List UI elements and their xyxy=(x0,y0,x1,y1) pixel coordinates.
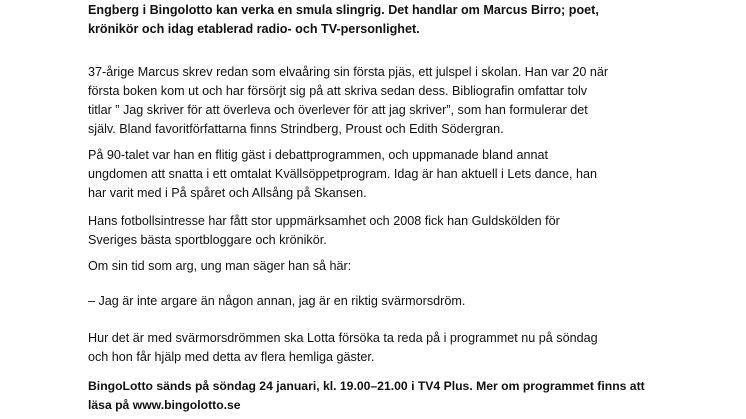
paragraph-early-career: 37-årige Marcus skrev redan som elvaåring sin första pjäs, ett julspel i skolan. Han var 20 när första boken kom ut och har försörjt sig på att skriva sedan dess. Bibliografin omfattar tolv titlar ” Jag skriver för att överleva och överlever för att jag skriver”, som han formulerar det själv. Bland favoritförfattarna finns Strindberg, Proust och Edith Södergran. xyxy=(88,65,609,136)
footer-broadcast-info: BingoLotto sänds på söndag 24 januari, kl. 19.00–21.00 i TV4 Plus. Mer om programmet finns att läsa på www.bingolotto.se xyxy=(88,379,645,412)
paragraph-debate-tv: På 90-talet var han en flitig gäst i debattprogrammen, och uppmanade bland annat ungdomen att snatta i ett omtalat Kvällsöppetprogram. Idag är han aktuell i Lets dance, han har varit med i På spåret och Allsång på Skansen. xyxy=(88,148,597,200)
paragraph-football: Hans fotbollsintresse har fått stor uppmärksamhet och 2008 fick han Guldskölden för Sveriges bästa sportbloggare och krönikör. xyxy=(88,214,560,247)
paragraph-quote: – Jag är inte argare än någon annan, jag är en riktig svärmorsdröm. xyxy=(88,294,466,308)
paragraph-quote-intro: Om sin tid som arg, ung man säger han så här: xyxy=(88,259,352,273)
paragraph-program: Hur det är med svärmorsdrömmen ska Lotta försöka ta reda på i programmet nu på söndag och hon får hjälp med detta av flera hemliga gäster. xyxy=(88,331,598,364)
lead-paragraph: Engberg i Bingolotto kan verka en smula slingrig. Det handlar om Marcus Birro; poet, krönikör och idag etablerad radio- och TV-personlighet. xyxy=(88,3,599,36)
